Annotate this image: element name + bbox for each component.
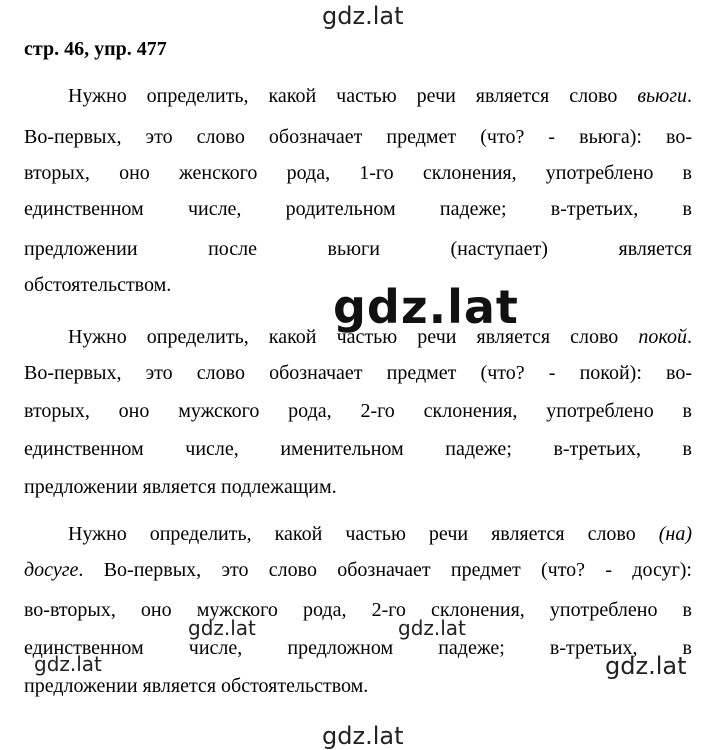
watermark-small-4: gdz.lat	[605, 652, 687, 680]
p2-line-1: Нужно определить, какой частью речи является слово покой.	[68, 326, 692, 348]
p3-line-1: Нужно определить, какой частью речи является слово (на)	[68, 523, 692, 545]
watermark-bottom: gdz.lat	[322, 722, 404, 750]
p1-line-2: Во-первых, это слово обозначает предмет (что? - вьюга): во-	[24, 126, 692, 148]
p3-line-2: досуге. Во-первых, это слово обозначает предмет (что? - досуг):	[24, 559, 692, 581]
page-heading: стр. 46, упр. 477	[24, 38, 167, 60]
p1-line-1: Нужно определить, какой частью речи является слово вьюги.	[68, 85, 692, 107]
p2-line-5: предложении является подлежащим.	[24, 476, 337, 498]
watermark-center: gdz.lat	[333, 280, 519, 334]
p1-line-6: обстоятельством.	[24, 274, 172, 296]
p3-line-4: единственном числе, предложном падеже; в-третьих, в	[24, 637, 692, 659]
p3-line-3: во-вторых, оно мужского рода, 2-го склонения, употреблено в	[24, 599, 692, 621]
p3-keyword-2: досуге	[24, 559, 79, 581]
p1-line-3: вторых, оно женского рода, 1-го склонения, употреблено в	[24, 162, 692, 184]
p1-line-5: предложении после вьюги (наступает) является	[24, 238, 692, 260]
p3-keyword: (на)	[658, 523, 692, 545]
p1-line-4: единственном числе, родительном падеже; в-третьих, в	[24, 198, 692, 220]
watermark-small-2: gdz.lat	[398, 616, 466, 640]
p2-line-2: Во-первых, это слово обозначает предмет (что? - покой): во-	[24, 362, 692, 384]
watermark-small-1: gdz.lat	[188, 616, 256, 640]
watermark-small-3: gdz.lat	[34, 652, 102, 676]
p2-line-3: вторых, оно мужского рода, 2-го склонения, употреблено в	[24, 400, 692, 422]
watermark-top: gdz.lat	[322, 2, 404, 30]
p2-line-4: единственном числе, именительном падеже; в-третьих, в	[24, 438, 692, 460]
p1-keyword: вьюги	[637, 85, 687, 107]
p2-keyword: покой	[638, 326, 687, 348]
p3-line-5: предложении является обстоятельством.	[24, 675, 369, 697]
